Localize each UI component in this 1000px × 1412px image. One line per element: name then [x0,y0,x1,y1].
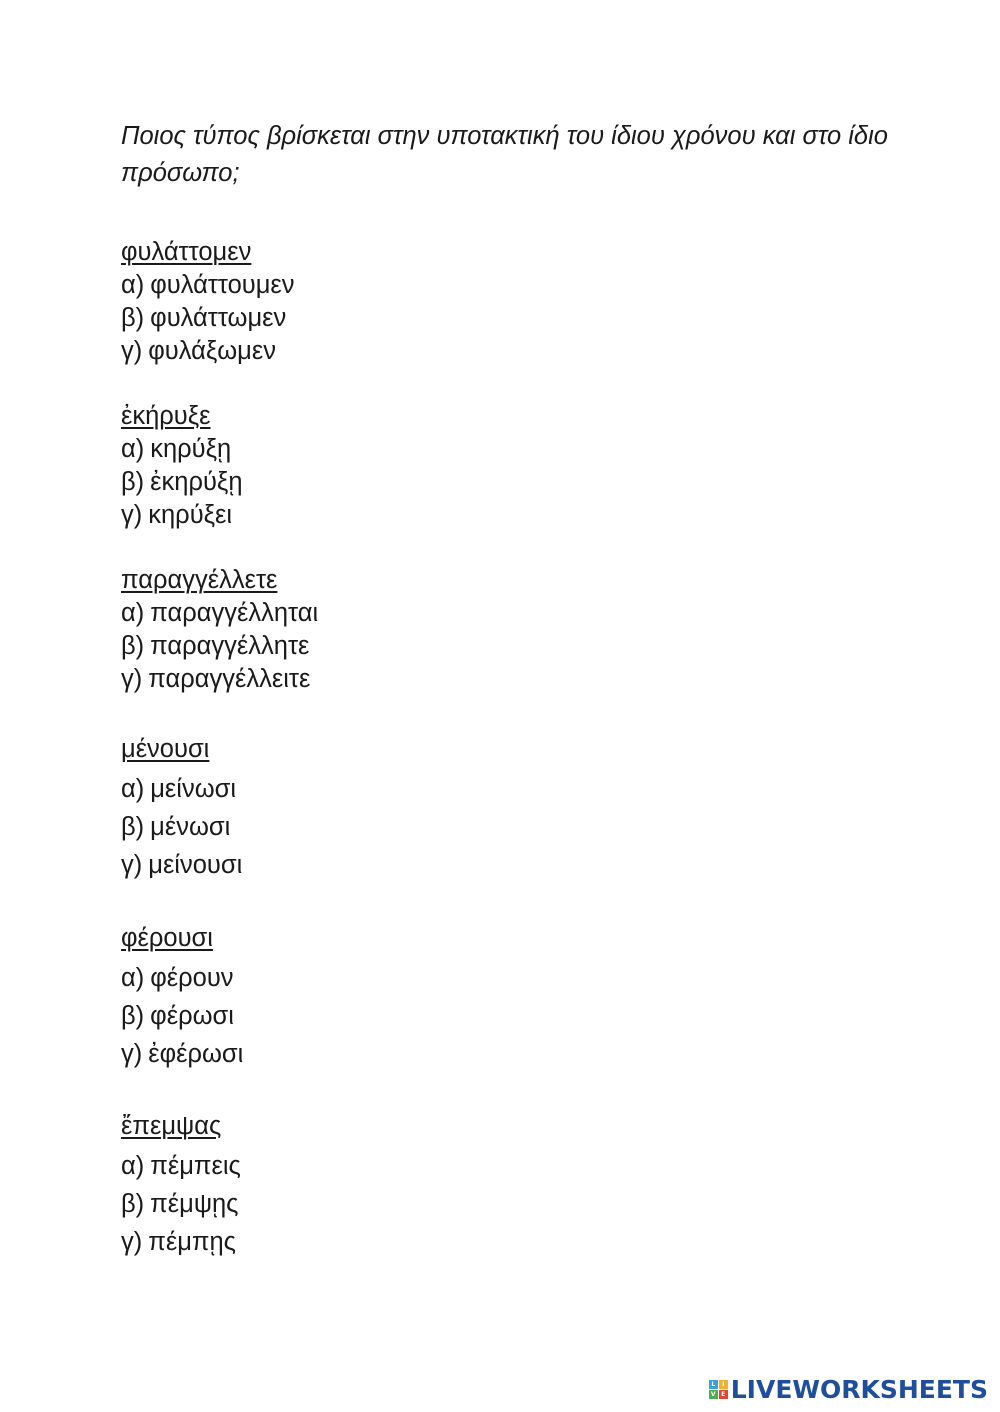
option-letter: α) [121,271,145,299]
option-c[interactable] [121,663,621,696]
option-b[interactable] [121,1185,621,1223]
option-text: μείνωσι [150,775,237,803]
option-text: μείνουσι [148,851,243,879]
option-a[interactable] [121,269,621,302]
option-letter: β) [121,468,145,496]
option-text: φυλάξωμεν [148,337,276,365]
option-b[interactable] [121,630,621,663]
option-text: ἐκηρύξῃ [150,468,243,496]
option-letter: γ) [121,1228,143,1256]
question-1 [121,236,621,368]
option-text: μένωσι [150,813,231,841]
question-word: μένουσι [121,735,210,763]
option-text: φυλάττωμεν [150,304,287,332]
option-text: φέρουν [150,964,234,992]
option-text: παραγγέλλειτε [148,665,311,693]
question-3 [121,564,621,696]
question-word: φέρουσι [121,924,213,952]
option-c[interactable] [121,1035,621,1073]
option-letter: α) [121,599,145,627]
liveworksheets-brand [709,1375,988,1404]
option-letter: α) [121,964,145,992]
option-text: πέμψῃς [150,1190,239,1218]
option-text: πέμπῃς [148,1228,236,1256]
option-a[interactable] [121,959,621,997]
question-word: παραγγέλλετε [121,566,278,594]
option-letter: β) [121,813,145,841]
option-letter: γ) [121,851,143,879]
option-letter: γ) [121,665,143,693]
brand-name: LIVEWORKSHEETS [730,1375,988,1404]
question-2 [121,400,621,532]
option-a[interactable] [121,597,621,630]
option-text: κηρύξῃ [150,435,232,463]
option-letter: β) [121,304,145,332]
option-text: παραγγέλληται [150,599,319,627]
logo-tile: I [719,1380,728,1389]
option-letter: γ) [121,337,143,365]
question-word: ἔπεμψας [121,1112,222,1140]
option-c[interactable] [121,499,621,532]
option-letter: β) [121,632,145,660]
option-a[interactable] [121,770,621,808]
option-text: πέμπεις [150,1152,241,1180]
logo-tile: L [709,1380,718,1389]
option-letter: β) [121,1002,145,1030]
option-a[interactable] [121,433,621,466]
option-c[interactable] [121,1223,621,1261]
option-b[interactable] [121,997,621,1035]
option-letter: α) [121,775,145,803]
question-4 [121,733,621,884]
logo-tile: V [709,1390,718,1399]
option-text: φέρωσι [150,1002,234,1030]
option-c[interactable] [121,846,621,884]
question-5 [121,922,621,1073]
option-c[interactable] [121,335,621,368]
question-6 [121,1110,621,1261]
option-b[interactable] [121,466,621,499]
option-text: φυλάττουμεν [150,271,295,299]
liveworksheets-logo-icon [709,1380,728,1399]
option-a[interactable] [121,1147,621,1185]
option-letter: α) [121,1152,145,1180]
option-b[interactable] [121,808,621,846]
option-letter: γ) [121,501,143,529]
instruction-text: Ποιος τύπος βρίσκεται στην υποτακτική του ίδιου χρόνου και στο ίδιο πρόσωπο; [121,122,888,187]
option-b[interactable] [121,302,621,335]
question-word: φυλάττομεν [121,238,252,266]
question-word: ἐκήρυξε [121,402,211,430]
option-letter: γ) [121,1040,143,1068]
option-text: παραγγέλλητε [150,632,310,660]
option-text: κηρύξει [148,501,233,529]
option-letter: β) [121,1190,145,1218]
option-text: ἐφέρωσι [148,1040,244,1068]
option-letter: α) [121,435,145,463]
logo-tile: E [719,1390,728,1399]
